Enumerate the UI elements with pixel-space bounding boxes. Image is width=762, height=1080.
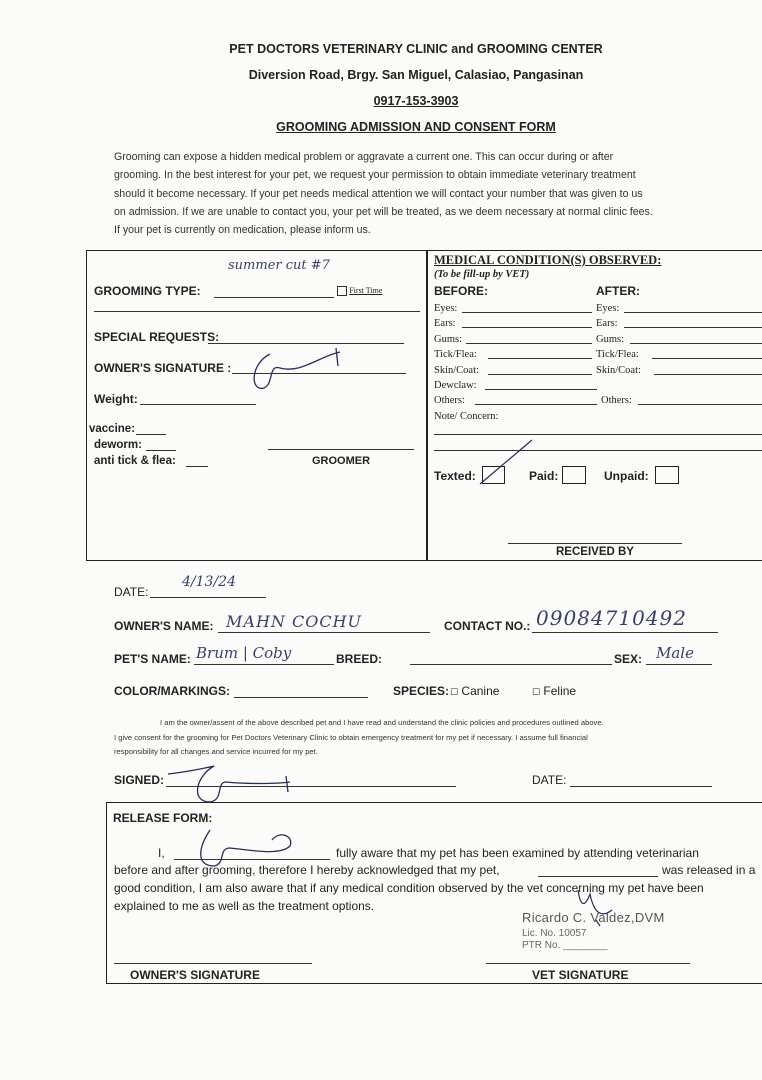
anti-tick-line [186, 466, 208, 467]
owner-signature-scribble [240, 344, 350, 396]
pet-name-label: PET'S NAME: [114, 652, 191, 666]
release-line3-text: good condition, I am also aware that if any medical condition observed by the vet concerning my pet have been [114, 881, 704, 895]
first-time-option[interactable] [337, 286, 382, 296]
date-label: DATE: [114, 585, 149, 599]
note-concern: Note/ Concern: [434, 410, 499, 422]
before-gums: Gums: [434, 333, 463, 345]
clinic-phone: 0917-153-3903 [373, 94, 459, 108]
intro-line: on admission. If we are unable to contact you, your pet will be treated, as we deem necessary at normal clinic fees. [114, 205, 653, 218]
clinic-name: PET DOCTORS VETERINARY CLINIC and GROOMING CENTER [229, 42, 603, 56]
pet-name-line [194, 664, 334, 665]
feline-checkbox-icon[interactable]: ☐ [532, 687, 541, 697]
first-time-label: First Time [349, 286, 383, 296]
unpaid-checkbox[interactable] [655, 466, 679, 484]
box-divider [426, 250, 428, 561]
special-requests-label: SPECIAL REQUESTS: [94, 330, 220, 344]
grooming-type-line-2 [94, 311, 420, 312]
before-gums-line [466, 343, 592, 344]
sex-value: Male [656, 644, 694, 662]
paid-checkbox[interactable] [562, 466, 586, 484]
texted-checkmark [476, 436, 536, 488]
release-pet-line [538, 876, 658, 877]
sex-line [646, 664, 712, 665]
owner-signature-label: OWNER'S SIGNATURE : [94, 361, 232, 375]
breed-label: BREED: [336, 652, 383, 666]
release-line2-text: before and after grooming, therefore I hereby acknowledged that my pet, [114, 863, 500, 877]
groomer-label: GROOMER [312, 455, 371, 467]
release-line2-end: was released in a [662, 863, 756, 877]
after-others: Others: [601, 395, 632, 407]
after-heading: AFTER: [596, 284, 640, 298]
consent-line: I give consent for the grooming for Pet Doctors Veterinary Clinic to obtain emergency treatment for my pet if necessary. I assume full financial [114, 732, 588, 742]
paid-label: Paid: [529, 469, 559, 483]
vet-signature-scribble [572, 884, 622, 928]
after-others-line [638, 404, 762, 405]
intro-paragraph [114, 148, 724, 239]
release-line4-text: explained to me as well as the treatment options. [114, 899, 375, 913]
consent-paragraph [114, 716, 724, 760]
release-title: RELEASE FORM: [113, 811, 213, 825]
after-skincoat-line [654, 374, 762, 375]
breed-line [410, 664, 612, 665]
after-ears: Ears: [596, 318, 618, 330]
owner-name-value: MAHN COCHU [226, 612, 363, 631]
before-ears: Ears: [434, 318, 456, 330]
unpaid-label: Unpaid: [604, 469, 649, 483]
after-skincoat: Skin/Coat: [596, 364, 641, 376]
form-title: GROOMING ADMISSION AND CONSENT FORM [276, 120, 556, 134]
before-dewclaw: Dewclaw: [434, 380, 477, 392]
after-ears-line [624, 327, 762, 328]
color-line [234, 697, 368, 698]
vet-signature-label: VET SIGNATURE [532, 968, 629, 982]
before-tickflea-line [488, 358, 592, 359]
color-label: COLOR/MARKINGS: [114, 684, 230, 698]
first-time-checkbox[interactable] [337, 286, 347, 296]
release-owner-signature-label: OWNER'S SIGNATURE [130, 968, 260, 982]
after-spacer [596, 378, 641, 393]
before-dewclaw-line [485, 389, 597, 390]
deworm-label: deworm: [94, 439, 142, 451]
vet-stamp-license: Lic. No. 10057 [522, 928, 587, 939]
species-canine-option[interactable] [450, 684, 499, 698]
intro-line: should it become necessary. If your pet needs medical attention we will contact your number that was given to us [114, 187, 643, 200]
medical-title: MEDICAL CONDITION(S) OBSERVED: [434, 253, 662, 267]
intro-line: grooming. In the best interest for your pet, we request your permission to obtain immediate veterinary treatment [114, 169, 636, 182]
vaccine-label: vaccine: [89, 423, 136, 435]
groomer-line [268, 449, 414, 450]
before-tickflea: Tick/Flea: [434, 349, 477, 361]
release-i: I, [158, 846, 165, 860]
grooming-type-label: GROOMING TYPE: [94, 284, 201, 298]
after-gums: Gums: [596, 333, 625, 345]
consent-line: responsibility for all changes and service incurred for my pet. [114, 747, 318, 756]
consent-line: I am the owner/assent of the above described pet and I have read and understand the clinic policies and procedures outlined above. [160, 718, 604, 727]
medical-subtitle: (To be fill-up by VET) [434, 269, 530, 280]
signed-label: SIGNED: [114, 773, 165, 787]
canine-label: Canine [461, 684, 500, 698]
date-line [150, 597, 266, 598]
owner-name-label: OWNER'S NAME: [114, 619, 214, 633]
pet-name-value: Brum | Coby [196, 644, 292, 662]
vet-signature-line [486, 963, 690, 964]
contact-line [532, 632, 718, 633]
before-skincoat: Skin/Coat: [434, 364, 479, 376]
after-tickflea: Tick/Flea: [596, 349, 639, 361]
owner-name-line [218, 632, 430, 633]
before-ears-line [462, 327, 592, 328]
sex-label: SEX: [614, 652, 643, 666]
weight-line [140, 404, 256, 405]
received-by-line [508, 543, 682, 544]
received-by-label: RECEIVED BY [556, 546, 634, 558]
before-eyes: Eyes: [434, 303, 458, 314]
release-line1-text: fully aware that my pet has been examined by attending veterinarian [336, 846, 699, 860]
anti-tick-label: anti tick & flea: [94, 455, 176, 467]
weight-label: Weight: [94, 392, 138, 406]
species-label: SPECIES: [393, 684, 450, 698]
before-others: Others: [434, 395, 465, 407]
contact-label: CONTACT NO.: [444, 619, 531, 633]
canine-checkbox-icon[interactable]: ☐ [450, 687, 459, 697]
texted-label: Texted: [434, 469, 476, 483]
consent-date-label: DATE: [532, 773, 567, 787]
consent-date-line [570, 786, 712, 787]
before-others-line [475, 404, 597, 405]
intro-line: If your pet is currently on medication, please inform us. [114, 224, 371, 237]
grooming-type-value: summer cut #7 [228, 258, 330, 273]
date-value: 4/13/24 [182, 574, 236, 590]
vet-stamp-name: Ricardo C. Valdez,DVM [522, 910, 665, 925]
before-heading: BEFORE: [434, 284, 488, 298]
after-eyes: Eyes: [596, 303, 620, 314]
after-gums-line [630, 343, 762, 344]
intro-line: Grooming can expose a hidden medical problem or aggravate a current one. This can occur during or after [114, 151, 614, 163]
deworm-line [146, 450, 176, 451]
after-eyes-line [624, 312, 762, 313]
before-eyes-line [462, 312, 592, 313]
contact-value: 09084710492 [536, 606, 687, 630]
after-tickflea-line [652, 358, 762, 359]
note-line-1 [434, 434, 762, 435]
grooming-type-line [214, 297, 334, 298]
before-list [434, 301, 498, 424]
clinic-address: Diversion Road, Brgy. San Miguel, Calasiao, Pangasinan [248, 68, 584, 82]
release-owner-signature-line [114, 963, 312, 964]
vaccine-line [136, 434, 166, 435]
species-feline-option[interactable] [532, 684, 576, 698]
before-skincoat-line [488, 374, 592, 375]
vet-stamp-ptr: PTR No. ________ [522, 940, 608, 951]
feline-label: Feline [543, 684, 577, 698]
after-list [596, 301, 641, 409]
